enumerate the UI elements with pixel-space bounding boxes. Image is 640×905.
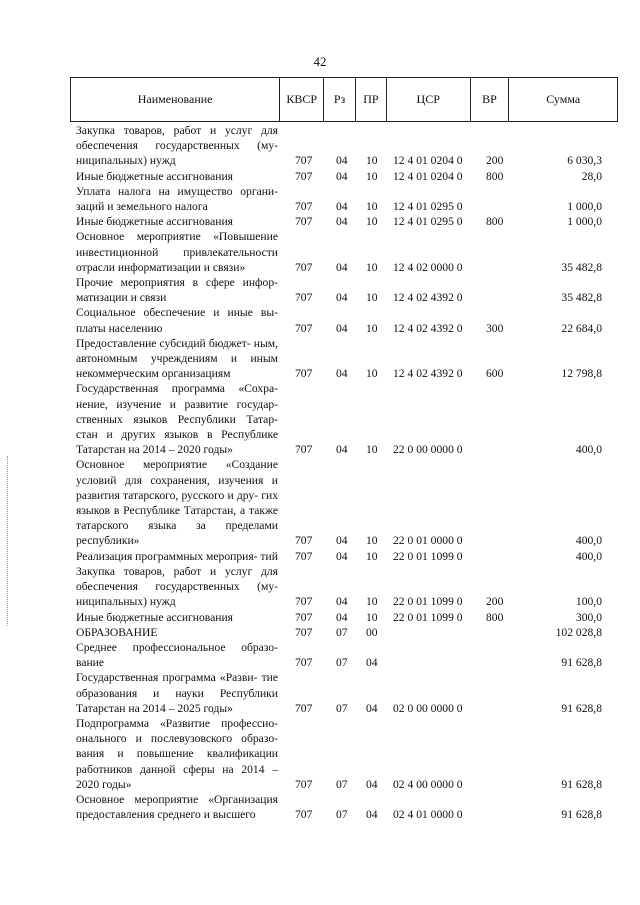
table-row: [76, 184, 606, 214]
table-row: [76, 457, 606, 548]
row-vr: 800: [486, 215, 504, 229]
table-body: [76, 123, 606, 822]
row-vr: 800: [486, 610, 504, 624]
header-csr: ЦСР: [387, 78, 471, 121]
row-csr: 12 4 01 0204 0: [393, 169, 463, 183]
table-row: [76, 275, 606, 305]
row-pr: 04: [366, 777, 378, 791]
row-pr: 10: [366, 169, 378, 183]
row-pr: 04: [366, 808, 378, 822]
row-csr: 12 4 01 0295 0: [393, 200, 463, 214]
row-kvsr: 707: [295, 443, 313, 457]
row-sum: 22 684,0: [561, 321, 602, 335]
row-kvsr: 707: [295, 625, 313, 639]
header-pr: ПР: [356, 78, 387, 121]
row-sum: 100,0: [575, 595, 602, 609]
row-kvsr: 707: [295, 154, 313, 168]
row-sum: 35 482,8: [561, 291, 602, 305]
header-vr: ВР: [471, 78, 510, 121]
row-name: Государственная программа «Сохра- нение, изучение и развитие государ- ственных языков Республики Татар- стан и других языков в Республике Татарстан на 2014 – 2020 годы»: [76, 382, 278, 457]
row-rz: 04: [336, 321, 348, 335]
row-rz: 04: [336, 154, 348, 168]
row-rz: 07: [336, 625, 348, 639]
row-vr: 800: [486, 169, 504, 183]
row-sum: 400,0: [575, 549, 602, 563]
row-name: Иные бюджетные ассигнования: [76, 169, 233, 183]
row-name: Государственная программа «Разви- тие образования и науки Республики Татарстан на 2014 – 2025 годы»: [76, 671, 278, 715]
row-kvsr: 707: [295, 595, 313, 609]
row-kvsr: 707: [295, 534, 313, 548]
row-pr: 10: [366, 549, 378, 563]
row-pr: 10: [366, 534, 378, 548]
row-pr: 10: [366, 321, 378, 335]
table-row: [76, 610, 606, 625]
row-pr: 04: [366, 656, 378, 670]
row-sum: 1 000,0: [567, 200, 602, 214]
table-row: [76, 381, 606, 457]
row-pr: 00: [366, 625, 378, 639]
row-kvsr: 707: [295, 169, 313, 183]
row-pr: 10: [366, 200, 378, 214]
row-rz: 07: [336, 656, 348, 670]
row-vr: 200: [486, 154, 504, 168]
row-csr: 12 4 02 4392 0: [393, 367, 463, 381]
row-rz: 04: [336, 549, 348, 563]
row-kvsr: 707: [295, 367, 313, 381]
row-sum: 1 000,0: [567, 215, 602, 229]
row-vr: 600: [486, 367, 504, 381]
row-sum: 6 030,3: [567, 154, 602, 168]
row-csr: 22 0 00 0000 0: [393, 443, 463, 457]
row-csr: 12 4 02 0000 0: [393, 260, 463, 274]
row-rz: 04: [336, 215, 348, 229]
page-number: 42: [313, 54, 327, 69]
row-name: Иные бюджетные ассигнования: [76, 610, 233, 624]
table-row: [76, 336, 606, 382]
row-sum: 400,0: [575, 534, 602, 548]
header-name: Наименование: [71, 78, 280, 121]
row-kvsr: 707: [295, 777, 313, 791]
row-sum: 102 028,8: [555, 625, 602, 639]
row-sum: 91 628,8: [561, 777, 602, 791]
row-name: Предоставление субсидий бюджет- ным, автономным учреждениям и иным некоммерческим организациям: [76, 336, 278, 381]
row-pr: 10: [366, 260, 378, 274]
row-name: Прочие мероприятия в сфере инфор- матизации и связи: [76, 276, 278, 305]
table-row: [76, 716, 606, 792]
row-kvsr: 707: [295, 656, 313, 670]
header-rz: Рз: [324, 78, 356, 121]
table-header: [70, 77, 618, 122]
row-csr: 12 4 01 0295 0: [393, 215, 463, 229]
row-rz: 04: [336, 534, 348, 548]
row-kvsr: 707: [295, 260, 313, 274]
row-name: Уплата налога на имущество органи- заций и земельного налога: [76, 184, 278, 214]
row-name: Социальное обеспечение и иные вы- платы населению: [76, 306, 278, 335]
row-kvsr: 707: [295, 808, 313, 822]
row-sum: 300,0: [575, 610, 602, 624]
row-rz: 04: [336, 443, 348, 457]
row-csr: 12 4 02 4392 0: [393, 291, 463, 305]
row-rz: 07: [336, 701, 348, 715]
table-row: [76, 229, 606, 275]
row-name: Закупка товаров, работ и услуг для обеспечения государственных (му- ниципальных) нужд: [76, 564, 278, 609]
row-pr: 10: [366, 610, 378, 624]
row-vr: 300: [486, 321, 504, 335]
row-csr: 12 4 02 4392 0: [393, 321, 463, 335]
table-row: [76, 564, 606, 610]
row-sum: 35 482,8: [561, 260, 602, 274]
row-pr: 10: [366, 367, 378, 381]
row-rz: 04: [336, 260, 348, 274]
table-row: [76, 214, 606, 229]
row-pr: 10: [366, 215, 378, 229]
row-csr: 22 0 01 1099 0: [393, 610, 463, 624]
row-name: Среднее профессиональное образо- вание: [76, 640, 278, 670]
row-pr: 10: [366, 595, 378, 609]
row-kvsr: 707: [295, 549, 313, 563]
row-csr: 22 0 01 1099 0: [393, 549, 463, 563]
row-sum: 12 798,8: [561, 367, 602, 381]
row-csr: 02 4 00 0000 0: [393, 777, 463, 791]
row-csr: 02 4 01 0000 0: [393, 808, 463, 822]
table-row: [76, 169, 606, 184]
row-rz: 04: [336, 291, 348, 305]
row-sum: 91 628,8: [561, 656, 602, 670]
table-row: [76, 625, 606, 640]
row-csr: 02 0 00 0000 0: [393, 701, 463, 715]
row-kvsr: 707: [295, 291, 313, 305]
margin-scan-marks: [7, 456, 10, 626]
row-name: ОБРАЗОВАНИЕ: [76, 625, 158, 639]
header-kvsr: КВСР: [280, 78, 324, 121]
row-name: Основное мероприятие «Повышение инвестиционной привлекательности отрасли информатизации и связи»: [76, 230, 278, 274]
table-row: [76, 640, 606, 670]
row-sum: 91 628,8: [561, 808, 602, 822]
row-rz: 04: [336, 200, 348, 214]
row-name: Иные бюджетные ассигнования: [76, 215, 233, 229]
row-kvsr: 707: [295, 321, 313, 335]
row-kvsr: 707: [295, 610, 313, 624]
row-csr: 22 0 01 0000 0: [393, 534, 463, 548]
row-pr: 10: [366, 291, 378, 305]
row-rz: 04: [336, 367, 348, 381]
header-sum: Сумма: [546, 92, 581, 106]
row-csr: 22 0 01 1099 0: [393, 595, 463, 609]
row-vr: 200: [486, 595, 504, 609]
row-csr: 12 4 01 0204 0: [393, 154, 463, 168]
row-name: Реализация программных мероприя- тий: [76, 549, 278, 563]
row-pr: 10: [366, 154, 378, 168]
row-kvsr: 707: [295, 200, 313, 214]
row-rz: 07: [336, 808, 348, 822]
table-row: [76, 670, 606, 716]
row-name: Подпрограмма «Развитие профессио- онального и послевузовского образо- вания и повышение квалификации работников данной сферы на 2014 – 2020 годы»: [76, 716, 278, 791]
row-name: Закупка товаров, работ и услуг для обеспечения государственных (му- ниципальных) нужд: [76, 124, 278, 168]
row-kvsr: 707: [295, 215, 313, 229]
row-kvsr: 707: [295, 701, 313, 715]
row-sum: 28,0: [581, 169, 602, 183]
table-row: [76, 792, 606, 822]
row-pr: 04: [366, 701, 378, 715]
row-rz: 07: [336, 777, 348, 791]
row-name: Основное мероприятие «Организация предоставления среднего и высшего: [76, 792, 278, 822]
table-row: [76, 305, 606, 335]
table-row: [76, 549, 606, 564]
row-sum: 91 628,8: [561, 701, 602, 715]
row-rz: 04: [336, 610, 348, 624]
row-rz: 04: [336, 595, 348, 609]
row-sum: 400,0: [575, 443, 602, 457]
row-pr: 10: [366, 443, 378, 457]
row-name: Основное мероприятие «Создание условий для сохранения, изучения и развития татарского, русского и дру- гих языков в Республике Татарстан, а также татарского языка за пределами республики»: [76, 458, 278, 548]
table-row: [76, 123, 606, 169]
row-rz: 04: [336, 169, 348, 183]
